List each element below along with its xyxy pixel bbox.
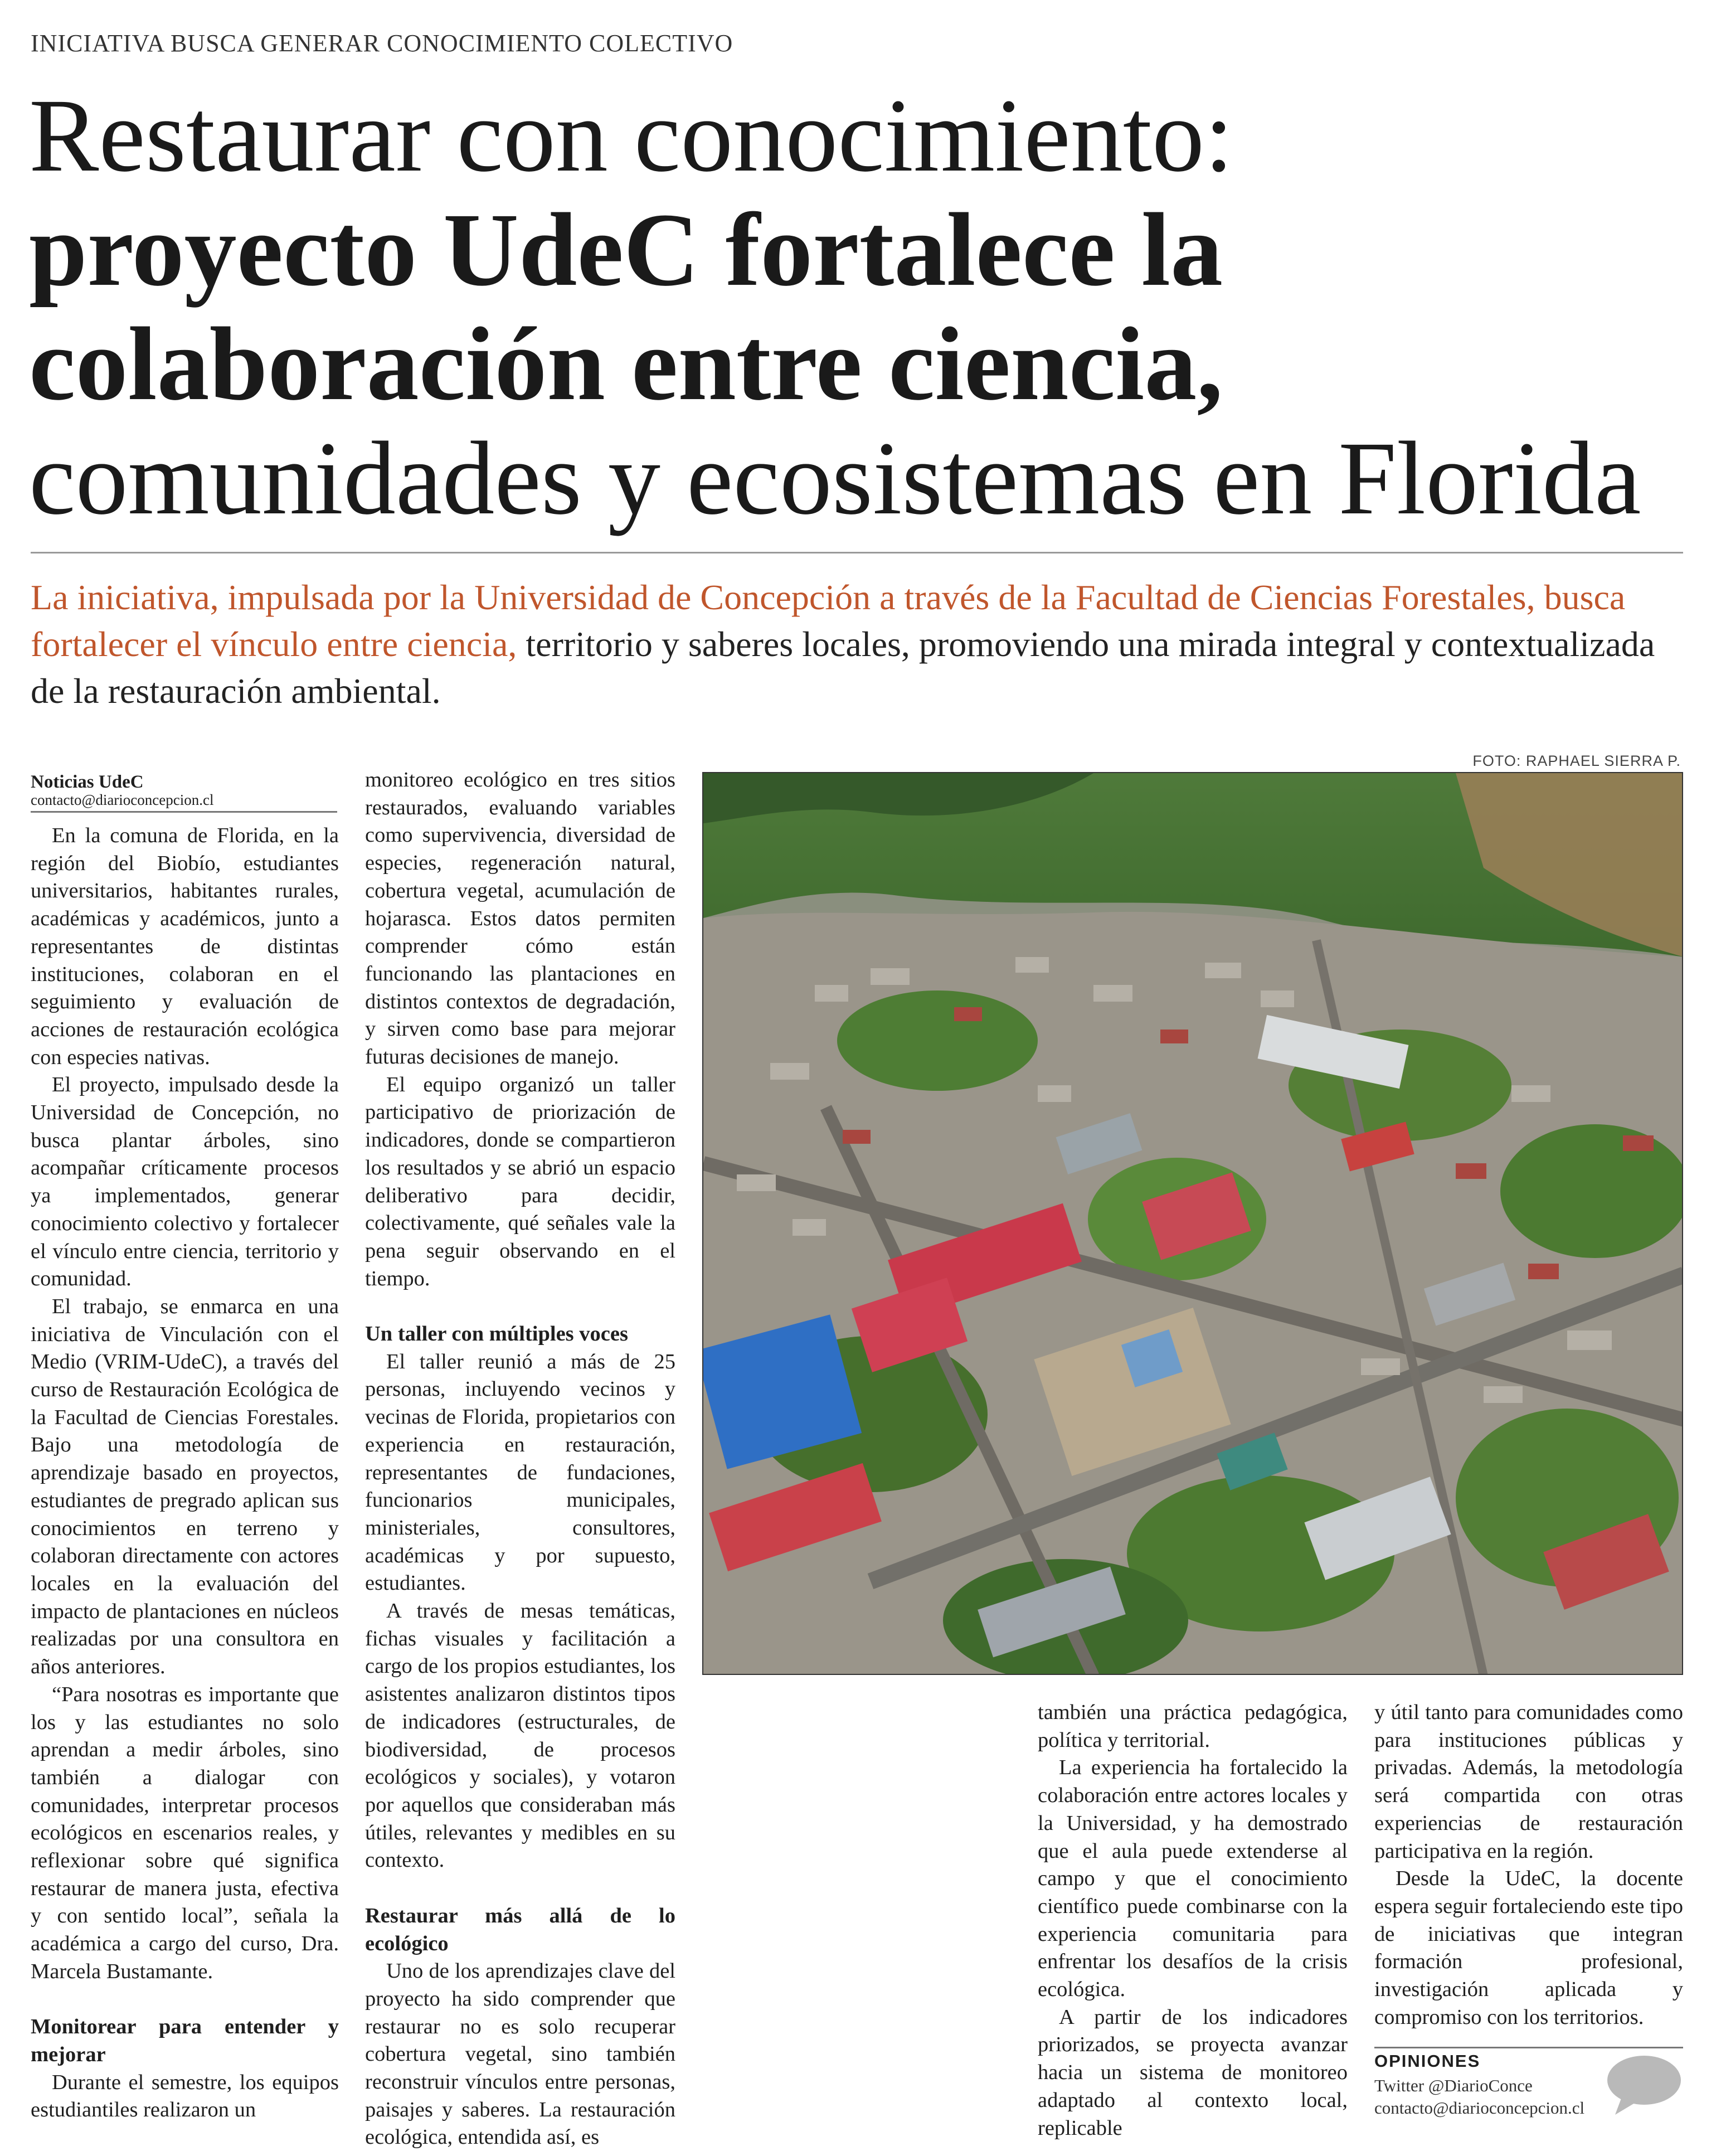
body-paragraph: monitoreo ecológico en tres sitios restaurados, evaluando variables como supervivencia, diversidad de especies, regeneración natural, cobertura vegetal, acumulación de hojarasca. Estos datos permiten comprender cómo están funcionando las plantaciones en distintos contextos de degradación, y sirven como base para mejorar futuras decisiones de manejo. [365, 768, 675, 1069]
lead-paragraph [31, 574, 1680, 715]
opinions-twitter: Twitter @DiarioConce [1374, 2076, 1533, 2095]
subheading: Un taller con múltiples voces [365, 1322, 628, 1346]
headline-rule [31, 552, 1683, 553]
opinions-email: contacto@diarioconcepcion.cl [1374, 2098, 1585, 2118]
body-paragraph: A través de mesas temáticas, fichas visuales y facilitación a cargo de los propios estudiantes, los asistentes analizaron distintos tipos de indicadores (estructurales, de biodiversidad, de procesos ecológicos y sociales), y votaron por aquellos que consideraban más útiles, relevantes y medibles en su contexto. [365, 1599, 675, 1872]
byline-rule [31, 811, 337, 813]
photo-credit: FOTO: RAPHAEL SIERRA P. [1472, 752, 1681, 769]
body-paragraph: El proyecto, impulsado desde la Universidad de Concepción, no busca plantar árboles, sino acompañar críticamente procesos ya implementados, generar conocimiento colectivo y fortalecer el vínculo entre ciencia, territorio y comunidad. [31, 1073, 339, 1291]
article-column-4 [1374, 1699, 1683, 2031]
headline-line-4: comunidades y ecosistemas en Florida [29, 420, 1641, 536]
body-paragraph: La experiencia ha fortalecido la colaboración entre actores locales y la Universidad, y ha demostrado que el aula puede extenderse al campo y que el conocimiento científico puede combinarse con la experiencia comunitaria para enfrentar los desafíos de la crisis ecológica. [1038, 1756, 1348, 2002]
body-paragraph: El trabajo, se enmarca en una iniciativa de Vinculación con el Medio (VRIM-UdeC), a través del curso de Restauración Ecológica de la Facultad de Ciencias Forestales. Bajo una metodología de aprendizaje basado en proyectos, estudiantes de pregrado aplican sus conocimientos en terreno y colaboran directamente con actores locales en la evaluación del impacto de plantaciones en núcleos realizadas por una consultora en años anteriores. [31, 1294, 339, 1679]
body-paragraph: Durante el semestre, los equipos estudiantiles realizaron un [31, 2070, 339, 2122]
headline-line-2: proyecto UdeC fortalece la [29, 191, 1223, 308]
body-paragraph: En la comuna de Florida, en la región del Biobío, estudiantes universitarios, habitantes rurales, académicas y académicos, junto a representantes de distintas instituciones, colaboran en el seguimiento y evaluación de acciones de restauración ecológica con especies nativas. [31, 824, 339, 1069]
opinions-title: OPINIONES [1374, 2051, 1481, 2071]
body-paragraph: El equipo organizó un taller participativo de priorización de indicadores, donde se compartieron los resultados y se abrió un espacio deliberativo para decidir, colectivamente, qué señales vale la pena seguir observando en el tiempo. [365, 1072, 675, 1290]
headline-line-3: colaboración entre ciencia, [29, 305, 1223, 422]
body-paragraph: El taller reunió a más de 25 personas, incluyendo vecinos y vecinas de Florida, propietarios con experiencia en restauración, representantes de fundaciones, funcionarios municipales, ministeriales, consultores, académicas y por supuesto, estudiantes. [365, 1349, 675, 1595]
body-paragraph: y útil tanto para comunidades como para instituciones públicas y privadas. Además, la metodología será compartida con otras experiencias de restauración participativa en la región. [1374, 1701, 1683, 1863]
byline-name: Noticias UdeC [31, 772, 144, 792]
lead-rest: territorio y saberes locales, promoviendo una mirada integral y contextualizada de la restauración ambiental. [31, 624, 1655, 711]
subheading: Restaurar más allá de lo ecológico [365, 1904, 675, 1955]
body-paragraph: A partir de los indicadores priorizados, se proyecta avanzar hacia un sistema de monitoreo adaptado al contexto local, replicable [1038, 2005, 1348, 2140]
aerial-town-illustration [703, 773, 1683, 1675]
article-column-3 [1038, 1699, 1348, 2142]
body-paragraph: Uno de los aprendizajes clave del proyecto ha sido comprender que restaurar no es solo recuperar cobertura vegetal, sino también reconstruir vínculos entre personas, paisajes y saberes. La restauración ecológica, entendida así, es [365, 1959, 675, 2149]
body-paragraph: “Para nosotras es importante que los y las estudiantes no solo aprendan a medir árboles, sino también a dialogar con comunidades, interpretar procesos ecológicos en escenarios reales, y reflexionar sobre qué significa restaurar de manera justa, efectiva y con sentido local”, señala la académica a cargo del curso, Dra. Marcela Bustamante. [31, 1682, 339, 1983]
lead-highlight: La iniciativa, impulsada por la Universidad de Concepción a través de la Facultad de Ciencias Forestales, busca fortalecer el vínculo entre ciencia, [31, 577, 1626, 664]
body-paragraph: Desde la UdeC, la docente espera seguir fortaleciendo este tipo de iniciativas que integran formación profesional, investigación aplicada y compromiso con los territorios. [1374, 1867, 1683, 2029]
subheading: Monitorear para entender y mejorar [31, 2015, 339, 2066]
article-column-1 [31, 822, 339, 2124]
opinions-rule [1374, 2047, 1683, 2048]
byline-email: contacto@diarioconcepcion.cl [31, 791, 214, 808]
article-column-2 [365, 766, 675, 2152]
kicker: INICIATIVA BUSCA GENERAR CONOCIMIENTO COLECTIVO [31, 30, 733, 57]
speech-bubble-icon [1605, 2052, 1683, 2116]
body-paragraph: también una práctica pedagógica, política y territorial. [1038, 1701, 1348, 1752]
aerial-photo [702, 772, 1683, 1675]
headline-line-1: Restaurar con conocimiento: [29, 77, 1234, 193]
